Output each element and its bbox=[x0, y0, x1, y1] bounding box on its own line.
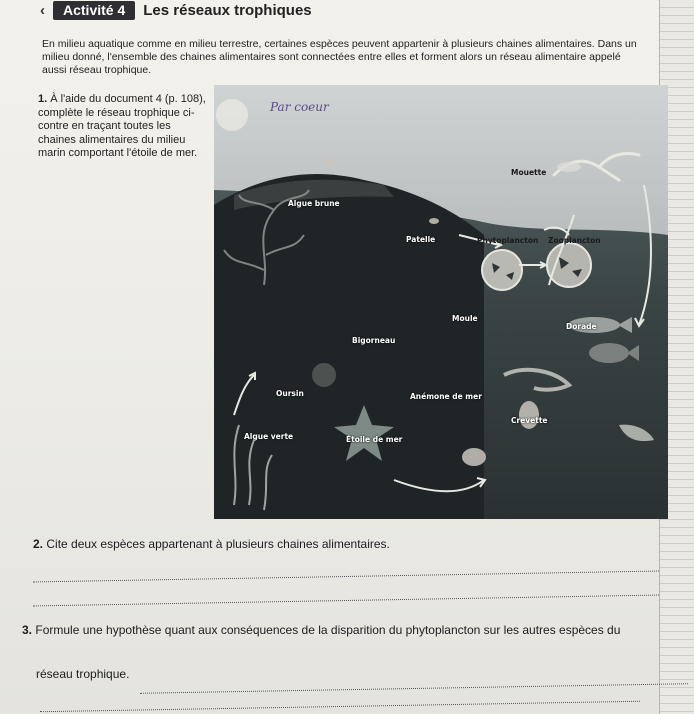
activity-badge: Activité 4 bbox=[53, 1, 135, 20]
answer-line-3b[interactable] bbox=[40, 701, 640, 712]
label-mouette: Mouette bbox=[511, 168, 547, 177]
intro-paragraph: En milieu aquatique comme en milieu terrestre, certaines espèces peuvent appartenir à plusieurs chaines alimentaires. Dans un milieu donné, l'ensemble des chaines alimentaires sont connectées entre elles et forment alors un réseau alimentaire appelé aussi réseau trophique. bbox=[42, 38, 637, 76]
label-algue-brune: Algue brune bbox=[288, 199, 340, 208]
label-crevette: Crevette bbox=[511, 416, 548, 425]
zooplankton-bubble bbox=[547, 243, 591, 287]
question-3-text-line2: réseau trophique. bbox=[36, 667, 130, 681]
label-anemone: Anémone de mer bbox=[410, 392, 482, 401]
label-bigorneau: Bigorneau bbox=[352, 336, 396, 345]
label-moule: Moule bbox=[452, 314, 478, 323]
question-3-number: 3. bbox=[22, 623, 33, 637]
page-title: Les réseaux trophiques bbox=[143, 1, 312, 19]
label-zooplancton: Zooplancton bbox=[548, 236, 601, 245]
label-phytoplancton: Phytoplancton bbox=[477, 236, 539, 245]
label-algue-verte: Algue verte bbox=[244, 432, 294, 441]
question-1-number: 1. bbox=[38, 93, 48, 105]
label-etoile-de-mer: Étoile de mer bbox=[346, 435, 403, 444]
label-patelle: Patelle bbox=[406, 235, 436, 244]
answer-line-3a[interactable] bbox=[140, 683, 688, 694]
bookmark-icon: ‹ bbox=[40, 1, 45, 19]
question-3 bbox=[22, 622, 692, 682]
label-dorade: Dorade bbox=[566, 322, 597, 331]
question-2-text: Cite deux espèces appartenant à plusieurs chaines alimentaires. bbox=[46, 537, 390, 551]
question-2 bbox=[33, 537, 390, 551]
handwritten-note: Par coeur bbox=[270, 100, 329, 114]
answer-line-2b[interactable] bbox=[33, 595, 659, 607]
sun-icon bbox=[216, 99, 248, 131]
question-3-text-line1: Formule une hypothèse quant aux conséquences de la disparition du phytoplancton sur les autres espèces du bbox=[35, 623, 621, 637]
food-web-illustration bbox=[214, 85, 668, 519]
phytoplankton-bubble bbox=[482, 250, 522, 290]
sea-urchin-drawing bbox=[312, 363, 336, 387]
food-web-figure bbox=[214, 85, 668, 519]
question-1 bbox=[38, 93, 210, 161]
question-2-number: 2. bbox=[33, 537, 44, 551]
answer-line-2a[interactable] bbox=[33, 571, 659, 583]
activity-header bbox=[40, 0, 312, 20]
question-1-text: À l'aide du document 4 (p. 108), complète le réseau trophique ci-contre en traçant toutes les chaines alimentaires du milieu marin comportant l'étoile de mer. bbox=[38, 93, 206, 159]
label-oursin: Oursin bbox=[276, 389, 304, 398]
